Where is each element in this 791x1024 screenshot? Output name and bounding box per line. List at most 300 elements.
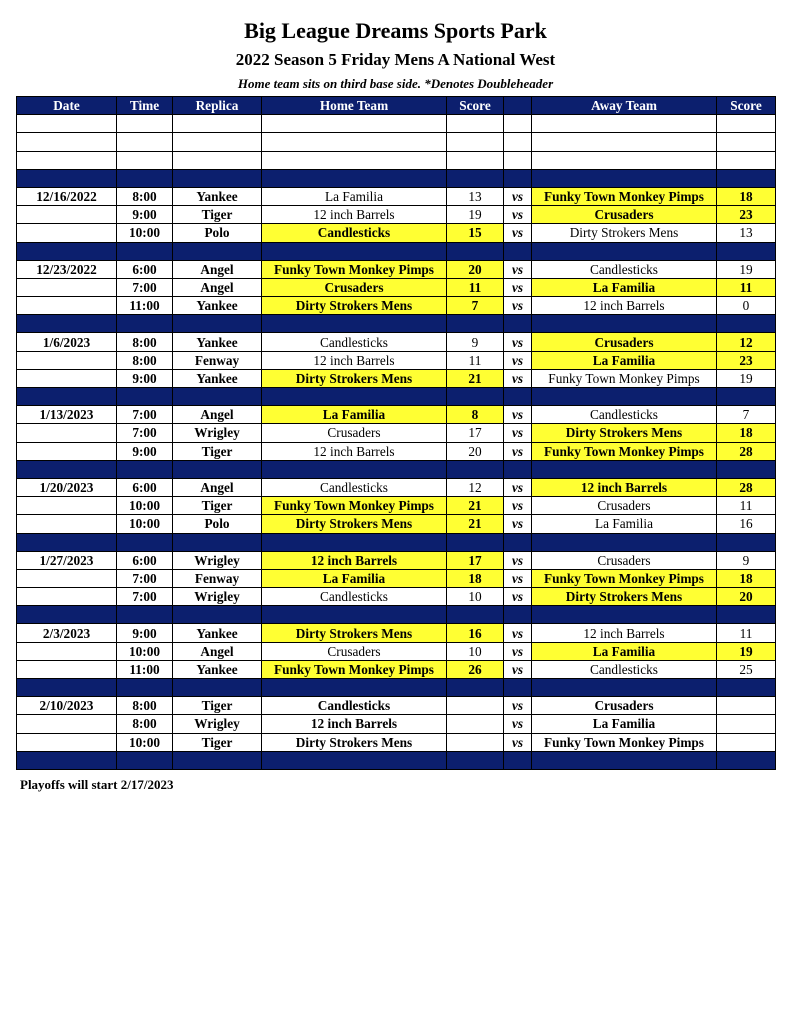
empty-cell bbox=[262, 751, 447, 769]
game-row bbox=[17, 642, 776, 660]
home-team: Crusaders bbox=[262, 642, 447, 660]
col-time: Time bbox=[117, 97, 173, 115]
game-time: 10:00 bbox=[117, 515, 173, 533]
vs-label: vs bbox=[504, 442, 532, 460]
empty-cell bbox=[717, 388, 776, 406]
game-time: 8:00 bbox=[117, 187, 173, 205]
empty-cell bbox=[532, 115, 717, 133]
vs-label: vs bbox=[504, 569, 532, 587]
empty-cell bbox=[717, 315, 776, 333]
away-score: 18 bbox=[717, 569, 776, 587]
home-score: 16 bbox=[447, 624, 504, 642]
empty-cell bbox=[532, 606, 717, 624]
game-time: 6:00 bbox=[117, 260, 173, 278]
away-team: Funky Town Monkey Pimps bbox=[532, 369, 717, 387]
game-time: 6:00 bbox=[117, 551, 173, 569]
empty-cell bbox=[504, 151, 532, 169]
empty-cell bbox=[17, 533, 117, 551]
game-date bbox=[17, 497, 117, 515]
away-score: 19 bbox=[717, 260, 776, 278]
empty-cell bbox=[117, 460, 173, 478]
game-row bbox=[17, 515, 776, 533]
game-time: 9:00 bbox=[117, 206, 173, 224]
game-date: 2/10/2023 bbox=[17, 697, 117, 715]
week-separator bbox=[17, 315, 776, 333]
game-date: 12/23/2022 bbox=[17, 260, 117, 278]
blank-row bbox=[17, 133, 776, 151]
game-time: 7:00 bbox=[117, 424, 173, 442]
empty-cell bbox=[717, 169, 776, 187]
empty-cell bbox=[532, 169, 717, 187]
away-team: La Familia bbox=[532, 715, 717, 733]
game-time: 7:00 bbox=[117, 278, 173, 296]
away-team: Dirty Strokers Mens bbox=[532, 424, 717, 442]
home-score bbox=[447, 697, 504, 715]
game-row bbox=[17, 369, 776, 387]
col-home-score: Score bbox=[447, 97, 504, 115]
home-score: 8 bbox=[447, 406, 504, 424]
empty-cell bbox=[17, 606, 117, 624]
home-team: Dirty Strokers Mens bbox=[262, 515, 447, 533]
game-replica: Wrigley bbox=[173, 588, 262, 606]
home-team: Candlesticks bbox=[262, 478, 447, 496]
vs-label: vs bbox=[504, 260, 532, 278]
game-time: 7:00 bbox=[117, 569, 173, 587]
week-separator bbox=[17, 388, 776, 406]
away-score: 12 bbox=[717, 333, 776, 351]
empty-cell bbox=[262, 679, 447, 697]
away-team: 12 inch Barrels bbox=[532, 478, 717, 496]
home-team: Funky Town Monkey Pimps bbox=[262, 660, 447, 678]
game-time: 10:00 bbox=[117, 224, 173, 242]
home-team: Dirty Strokers Mens bbox=[262, 733, 447, 751]
game-replica: Polo bbox=[173, 515, 262, 533]
empty-cell bbox=[447, 679, 504, 697]
empty-cell bbox=[262, 388, 447, 406]
empty-cell bbox=[17, 460, 117, 478]
empty-cell bbox=[447, 151, 504, 169]
header-row bbox=[17, 97, 776, 115]
empty-cell bbox=[532, 679, 717, 697]
home-team: Candlesticks bbox=[262, 588, 447, 606]
col-away-score: Score bbox=[717, 97, 776, 115]
away-team: Crusaders bbox=[532, 206, 717, 224]
game-replica: Yankee bbox=[173, 369, 262, 387]
away-score: 25 bbox=[717, 660, 776, 678]
empty-cell bbox=[447, 315, 504, 333]
game-row bbox=[17, 497, 776, 515]
vs-label: vs bbox=[504, 351, 532, 369]
empty-cell bbox=[504, 606, 532, 624]
empty-cell bbox=[17, 115, 117, 133]
empty-cell bbox=[504, 115, 532, 133]
empty-cell bbox=[717, 460, 776, 478]
home-team: La Familia bbox=[262, 569, 447, 587]
vs-label: vs bbox=[504, 588, 532, 606]
empty-cell bbox=[262, 460, 447, 478]
empty-cell bbox=[447, 606, 504, 624]
home-score: 26 bbox=[447, 660, 504, 678]
empty-cell bbox=[504, 315, 532, 333]
game-row bbox=[17, 424, 776, 442]
empty-cell bbox=[17, 679, 117, 697]
game-row bbox=[17, 733, 776, 751]
game-replica: Fenway bbox=[173, 351, 262, 369]
empty-cell bbox=[717, 133, 776, 151]
vs-label: vs bbox=[504, 733, 532, 751]
empty-cell bbox=[717, 115, 776, 133]
game-date bbox=[17, 588, 117, 606]
away-team: La Familia bbox=[532, 642, 717, 660]
away-score: 19 bbox=[717, 642, 776, 660]
game-replica: Wrigley bbox=[173, 551, 262, 569]
home-score: 20 bbox=[447, 442, 504, 460]
vs-label: vs bbox=[504, 624, 532, 642]
game-date bbox=[17, 369, 117, 387]
home-score: 21 bbox=[447, 497, 504, 515]
away-team: Crusaders bbox=[532, 697, 717, 715]
game-replica: Tiger bbox=[173, 697, 262, 715]
game-date: 1/27/2023 bbox=[17, 551, 117, 569]
home-score: 10 bbox=[447, 642, 504, 660]
away-score: 9 bbox=[717, 551, 776, 569]
empty-cell bbox=[262, 533, 447, 551]
vs-label: vs bbox=[504, 515, 532, 533]
game-date bbox=[17, 515, 117, 533]
game-row bbox=[17, 297, 776, 315]
empty-cell bbox=[17, 133, 117, 151]
home-team: Crusaders bbox=[262, 424, 447, 442]
empty-cell bbox=[504, 679, 532, 697]
empty-cell bbox=[504, 533, 532, 551]
empty-cell bbox=[504, 751, 532, 769]
empty-cell bbox=[717, 751, 776, 769]
game-date: 1/20/2023 bbox=[17, 478, 117, 496]
away-team: Crusaders bbox=[532, 333, 717, 351]
week-separator bbox=[17, 679, 776, 697]
vs-label: vs bbox=[504, 478, 532, 496]
game-replica: Tiger bbox=[173, 497, 262, 515]
away-score: 28 bbox=[717, 478, 776, 496]
vs-label: vs bbox=[504, 369, 532, 387]
empty-cell bbox=[447, 242, 504, 260]
away-score: 20 bbox=[717, 588, 776, 606]
game-date bbox=[17, 733, 117, 751]
empty-cell bbox=[117, 151, 173, 169]
home-score: 11 bbox=[447, 351, 504, 369]
home-score: 19 bbox=[447, 206, 504, 224]
col-replica: Replica bbox=[173, 97, 262, 115]
week-separator bbox=[17, 242, 776, 260]
empty-cell bbox=[173, 388, 262, 406]
empty-cell bbox=[17, 169, 117, 187]
away-score: 11 bbox=[717, 278, 776, 296]
schedule-table bbox=[16, 96, 776, 770]
game-row bbox=[17, 278, 776, 296]
home-team: Candlesticks bbox=[262, 224, 447, 242]
empty-cell bbox=[117, 388, 173, 406]
empty-cell bbox=[173, 133, 262, 151]
game-date: 2/3/2023 bbox=[17, 624, 117, 642]
empty-cell bbox=[532, 151, 717, 169]
home-score: 12 bbox=[447, 478, 504, 496]
home-team: Candlesticks bbox=[262, 697, 447, 715]
empty-cell bbox=[447, 388, 504, 406]
empty-cell bbox=[447, 169, 504, 187]
game-time: 11:00 bbox=[117, 297, 173, 315]
game-row bbox=[17, 478, 776, 496]
empty-cell bbox=[447, 115, 504, 133]
home-team: La Familia bbox=[262, 406, 447, 424]
vs-label: vs bbox=[504, 297, 532, 315]
game-replica: Yankee bbox=[173, 624, 262, 642]
away-score: 28 bbox=[717, 442, 776, 460]
game-row bbox=[17, 697, 776, 715]
empty-cell bbox=[717, 606, 776, 624]
game-row bbox=[17, 224, 776, 242]
empty-cell bbox=[17, 315, 117, 333]
empty-cell bbox=[173, 315, 262, 333]
game-row bbox=[17, 333, 776, 351]
game-date bbox=[17, 442, 117, 460]
game-replica: Wrigley bbox=[173, 715, 262, 733]
away-score: 18 bbox=[717, 424, 776, 442]
week-separator bbox=[17, 606, 776, 624]
game-date bbox=[17, 424, 117, 442]
game-replica: Yankee bbox=[173, 187, 262, 205]
away-score: 7 bbox=[717, 406, 776, 424]
away-team: Dirty Strokers Mens bbox=[532, 588, 717, 606]
away-team: Candlesticks bbox=[532, 260, 717, 278]
empty-cell bbox=[262, 133, 447, 151]
game-replica: Polo bbox=[173, 224, 262, 242]
game-date bbox=[17, 206, 117, 224]
game-row bbox=[17, 660, 776, 678]
game-time: 8:00 bbox=[117, 351, 173, 369]
empty-cell bbox=[717, 151, 776, 169]
empty-cell bbox=[17, 751, 117, 769]
empty-cell bbox=[532, 133, 717, 151]
empty-cell bbox=[173, 460, 262, 478]
game-time: 9:00 bbox=[117, 369, 173, 387]
game-replica: Yankee bbox=[173, 660, 262, 678]
game-time: 11:00 bbox=[117, 660, 173, 678]
vs-label: vs bbox=[504, 642, 532, 660]
home-team: 12 inch Barrels bbox=[262, 206, 447, 224]
empty-cell bbox=[532, 315, 717, 333]
schedule-note: Home team sits on third base side. *Denotes Doubleheader bbox=[237, 76, 554, 91]
away-team: Crusaders bbox=[532, 497, 717, 515]
game-time: 9:00 bbox=[117, 624, 173, 642]
empty-cell bbox=[117, 115, 173, 133]
game-date: 12/16/2022 bbox=[17, 187, 117, 205]
home-team: Funky Town Monkey Pimps bbox=[262, 260, 447, 278]
away-score: 23 bbox=[717, 351, 776, 369]
col-date: Date bbox=[17, 97, 117, 115]
away-score: 0 bbox=[717, 297, 776, 315]
week-separator bbox=[17, 460, 776, 478]
game-row bbox=[17, 187, 776, 205]
home-team: La Familia bbox=[262, 187, 447, 205]
home-score: 9 bbox=[447, 333, 504, 351]
home-score: 11 bbox=[447, 278, 504, 296]
away-team: 12 inch Barrels bbox=[532, 624, 717, 642]
game-replica: Angel bbox=[173, 260, 262, 278]
empty-cell bbox=[117, 133, 173, 151]
home-score: 21 bbox=[447, 515, 504, 533]
empty-cell bbox=[504, 169, 532, 187]
away-team: Funky Town Monkey Pimps bbox=[532, 187, 717, 205]
home-team: 12 inch Barrels bbox=[262, 351, 447, 369]
game-row bbox=[17, 551, 776, 569]
empty-cell bbox=[532, 533, 717, 551]
vs-label: vs bbox=[504, 187, 532, 205]
game-date bbox=[17, 224, 117, 242]
vs-label: vs bbox=[504, 424, 532, 442]
away-score bbox=[717, 733, 776, 751]
empty-cell bbox=[117, 679, 173, 697]
home-team: Dirty Strokers Mens bbox=[262, 624, 447, 642]
vs-label: vs bbox=[504, 206, 532, 224]
empty-cell bbox=[117, 315, 173, 333]
empty-cell bbox=[17, 151, 117, 169]
empty-cell bbox=[262, 115, 447, 133]
game-row bbox=[17, 260, 776, 278]
home-team: 12 inch Barrels bbox=[262, 715, 447, 733]
away-score: 11 bbox=[717, 497, 776, 515]
game-row bbox=[17, 206, 776, 224]
home-team: Funky Town Monkey Pimps bbox=[262, 497, 447, 515]
page-subtitle: 2022 Season 5 Friday Mens A National West bbox=[235, 50, 556, 69]
away-score: 13 bbox=[717, 224, 776, 242]
col-vs bbox=[504, 97, 532, 115]
game-row bbox=[17, 588, 776, 606]
vs-label: vs bbox=[504, 697, 532, 715]
vs-label: vs bbox=[504, 551, 532, 569]
empty-cell bbox=[504, 460, 532, 478]
game-row bbox=[17, 442, 776, 460]
game-date bbox=[17, 297, 117, 315]
away-team: Funky Town Monkey Pimps bbox=[532, 733, 717, 751]
game-replica: Angel bbox=[173, 642, 262, 660]
game-time: 8:00 bbox=[117, 715, 173, 733]
game-replica: Angel bbox=[173, 406, 262, 424]
game-date bbox=[17, 715, 117, 733]
vs-label: vs bbox=[504, 278, 532, 296]
schedule-body bbox=[17, 115, 776, 770]
game-replica: Tiger bbox=[173, 733, 262, 751]
empty-cell bbox=[532, 242, 717, 260]
empty-cell bbox=[117, 751, 173, 769]
empty-cell bbox=[532, 751, 717, 769]
game-date bbox=[17, 642, 117, 660]
col-away-team: Away Team bbox=[532, 97, 717, 115]
game-date bbox=[17, 351, 117, 369]
home-team: Dirty Strokers Mens bbox=[262, 369, 447, 387]
home-score bbox=[447, 733, 504, 751]
game-row bbox=[17, 406, 776, 424]
away-team: Funky Town Monkey Pimps bbox=[532, 569, 717, 587]
game-replica: Fenway bbox=[173, 569, 262, 587]
empty-cell bbox=[717, 533, 776, 551]
home-score: 20 bbox=[447, 260, 504, 278]
col-home-team: Home Team bbox=[262, 97, 447, 115]
game-replica: Wrigley bbox=[173, 424, 262, 442]
home-score: 17 bbox=[447, 424, 504, 442]
vs-label: vs bbox=[504, 497, 532, 515]
empty-cell bbox=[447, 133, 504, 151]
away-score bbox=[717, 715, 776, 733]
empty-cell bbox=[447, 533, 504, 551]
home-team: Candlesticks bbox=[262, 333, 447, 351]
vs-label: vs bbox=[504, 406, 532, 424]
empty-cell bbox=[717, 242, 776, 260]
away-team: Candlesticks bbox=[532, 406, 717, 424]
away-team: Crusaders bbox=[532, 551, 717, 569]
empty-cell bbox=[504, 133, 532, 151]
home-team: 12 inch Barrels bbox=[262, 442, 447, 460]
away-score: 16 bbox=[717, 515, 776, 533]
home-score bbox=[447, 715, 504, 733]
blank-row bbox=[17, 115, 776, 133]
home-score: 7 bbox=[447, 297, 504, 315]
game-row bbox=[17, 569, 776, 587]
home-score: 18 bbox=[447, 569, 504, 587]
away-team: La Familia bbox=[532, 515, 717, 533]
away-team: Dirty Strokers Mens bbox=[532, 224, 717, 242]
game-row bbox=[17, 624, 776, 642]
game-time: 9:00 bbox=[117, 442, 173, 460]
empty-cell bbox=[173, 533, 262, 551]
empty-cell bbox=[447, 460, 504, 478]
away-team: Funky Town Monkey Pimps bbox=[532, 442, 717, 460]
empty-cell bbox=[717, 679, 776, 697]
empty-cell bbox=[262, 315, 447, 333]
home-score: 10 bbox=[447, 588, 504, 606]
empty-cell bbox=[173, 115, 262, 133]
empty-cell bbox=[173, 169, 262, 187]
away-score: 23 bbox=[717, 206, 776, 224]
empty-cell bbox=[17, 388, 117, 406]
home-score: 15 bbox=[447, 224, 504, 242]
game-replica: Tiger bbox=[173, 442, 262, 460]
empty-cell bbox=[173, 679, 262, 697]
away-score: 11 bbox=[717, 624, 776, 642]
game-replica: Angel bbox=[173, 478, 262, 496]
home-team: Crusaders bbox=[262, 278, 447, 296]
empty-cell bbox=[117, 533, 173, 551]
empty-cell bbox=[17, 242, 117, 260]
empty-cell bbox=[504, 388, 532, 406]
game-time: 10:00 bbox=[117, 642, 173, 660]
empty-cell bbox=[173, 751, 262, 769]
empty-cell bbox=[262, 242, 447, 260]
game-time: 7:00 bbox=[117, 588, 173, 606]
game-time: 8:00 bbox=[117, 697, 173, 715]
page-title: Big League Dreams Sports Park bbox=[244, 18, 547, 43]
home-team: Dirty Strokers Mens bbox=[262, 297, 447, 315]
empty-cell bbox=[173, 151, 262, 169]
week-separator bbox=[17, 169, 776, 187]
vs-label: vs bbox=[504, 333, 532, 351]
game-replica: Tiger bbox=[173, 206, 262, 224]
game-date bbox=[17, 660, 117, 678]
game-time: 7:00 bbox=[117, 406, 173, 424]
playoffs-note: Playoffs will start 2/17/2023 bbox=[20, 777, 174, 792]
away-score: 19 bbox=[717, 369, 776, 387]
home-score: 13 bbox=[447, 187, 504, 205]
away-team: 12 inch Barrels bbox=[532, 297, 717, 315]
